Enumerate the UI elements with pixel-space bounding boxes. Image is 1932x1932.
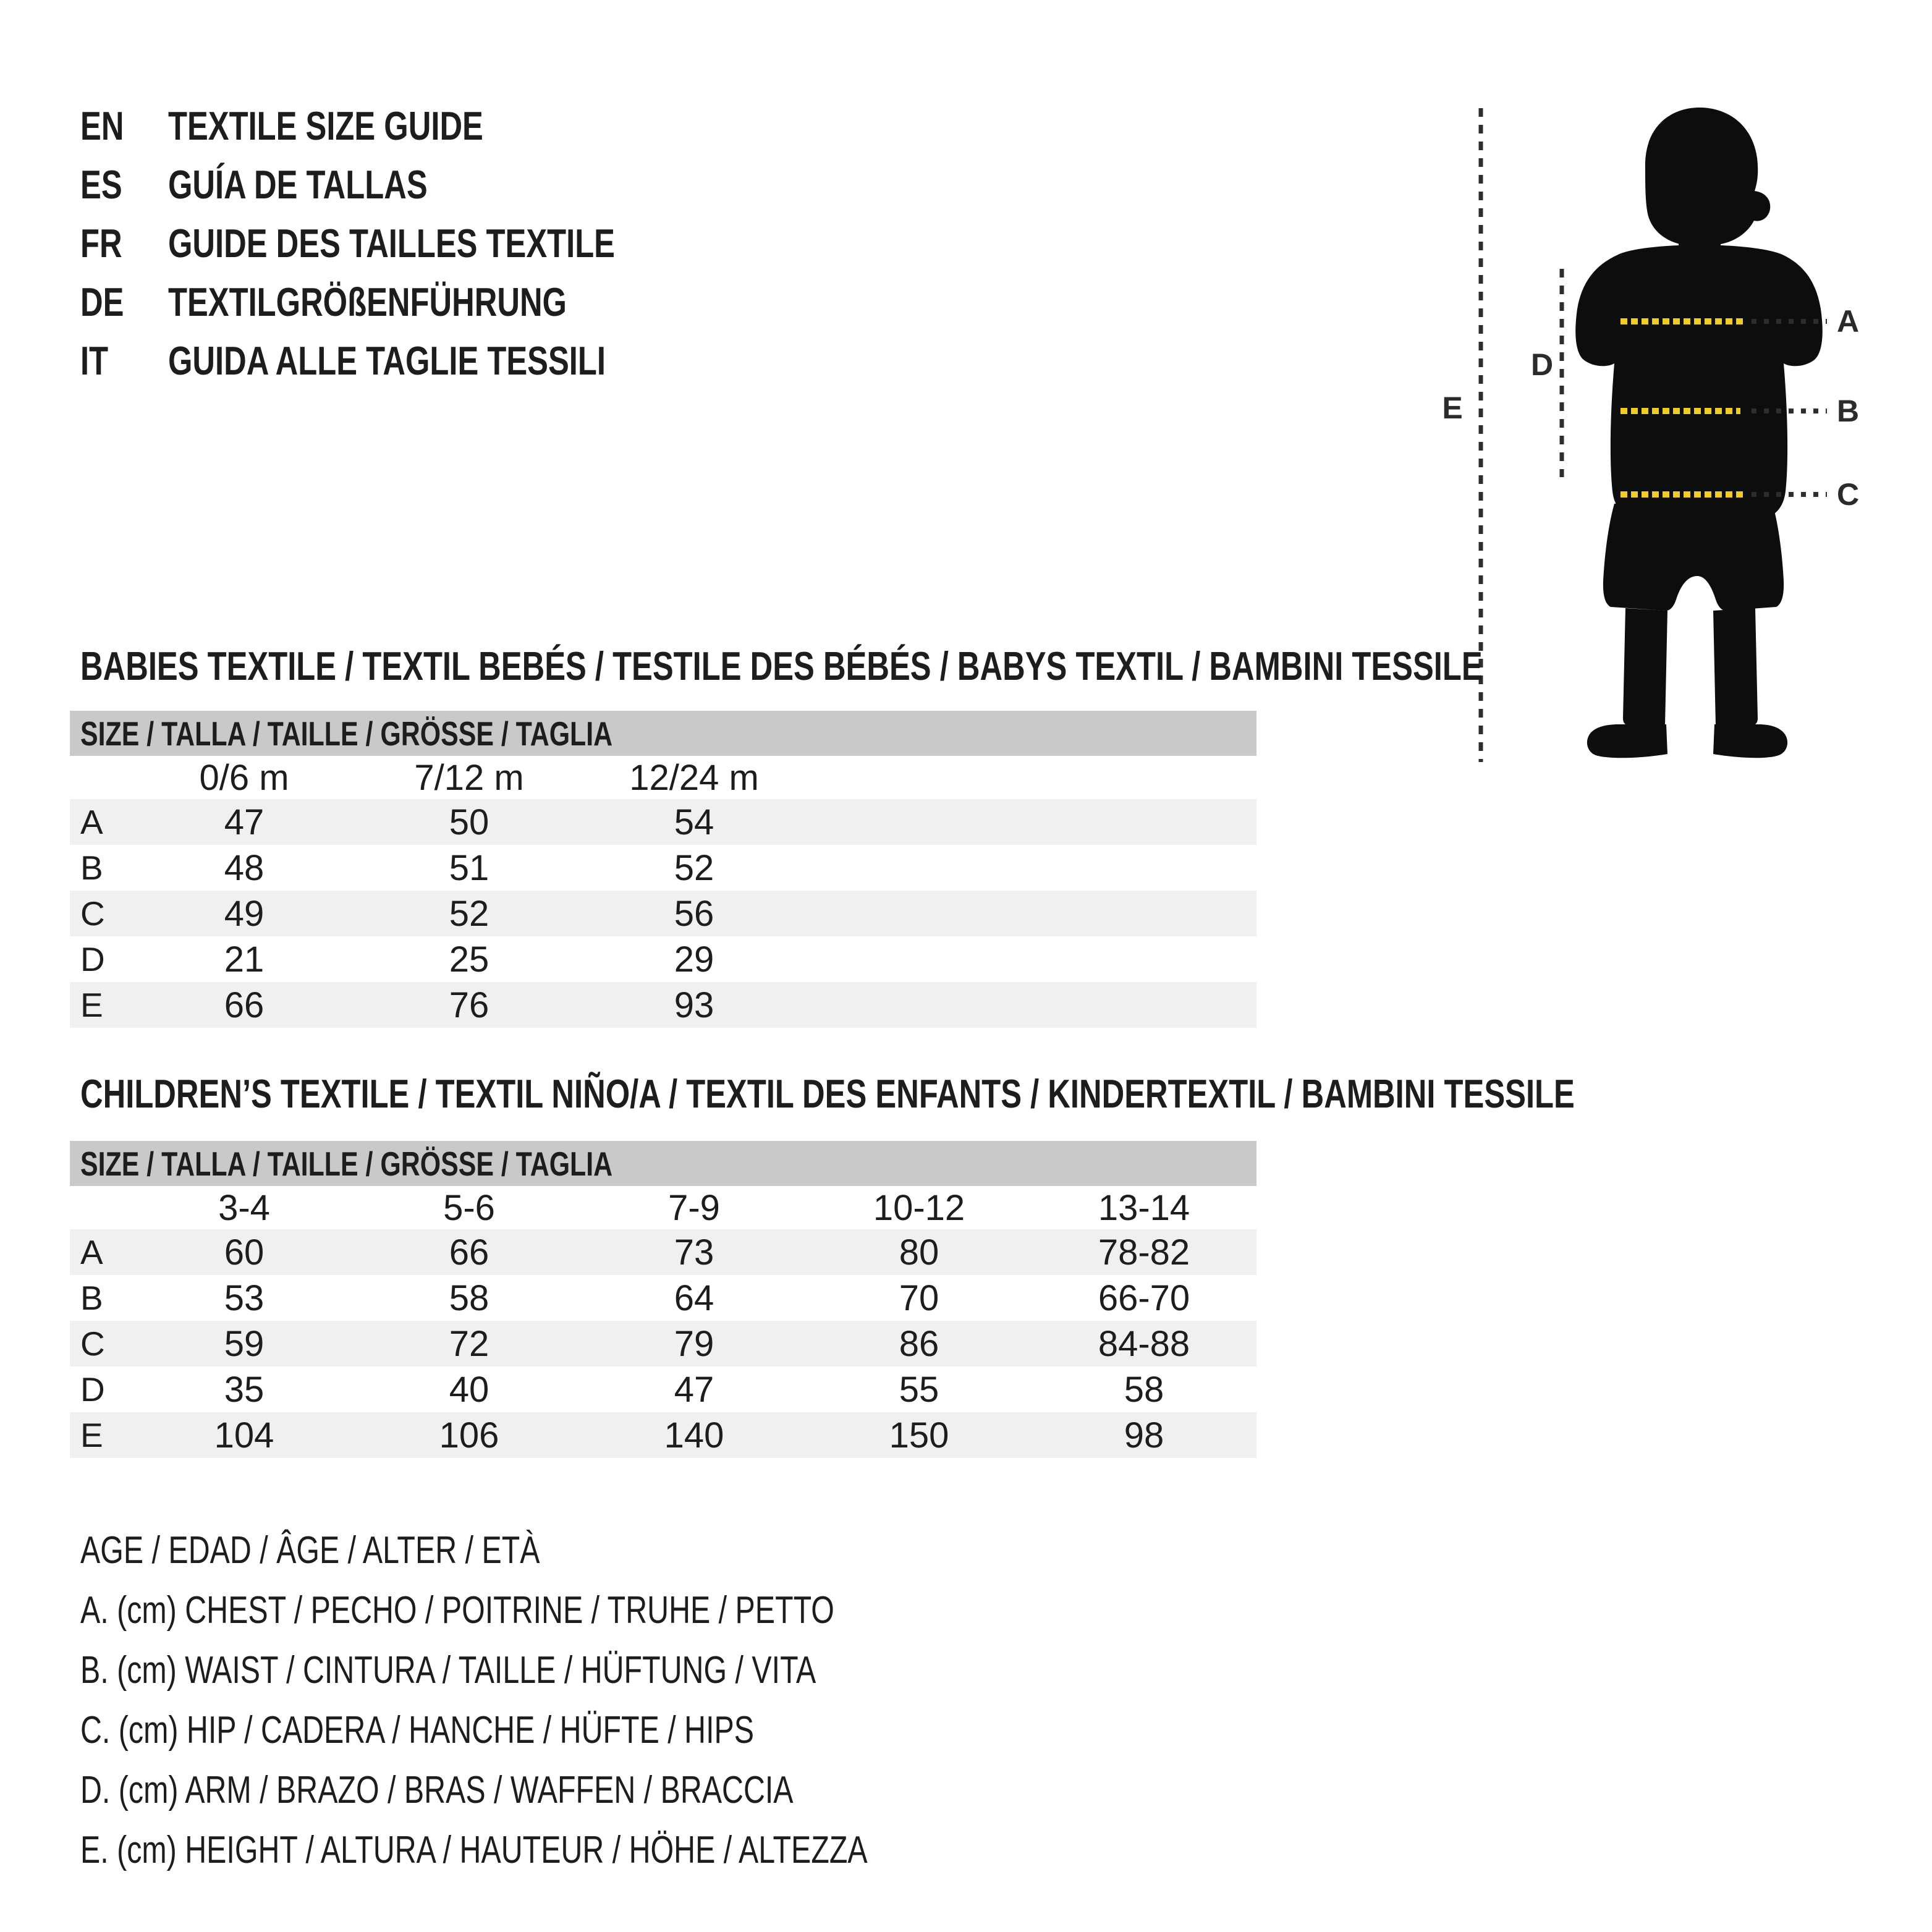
cell: 104 xyxy=(214,1415,274,1455)
cell: 56 xyxy=(674,893,714,934)
cell: 70 xyxy=(899,1277,939,1318)
column-header: 3-4 xyxy=(218,1187,270,1228)
child-silhouette-figure xyxy=(1421,93,1932,797)
table-row xyxy=(70,845,1256,891)
cell: 53 xyxy=(224,1277,265,1318)
cell: 80 xyxy=(899,1232,939,1273)
table-row xyxy=(70,982,1256,1028)
silhouette-shirt xyxy=(1575,245,1823,519)
legend-chest-line xyxy=(80,1580,1090,1640)
table-row xyxy=(70,1321,1256,1366)
column-header: 5-6 xyxy=(443,1187,495,1228)
column-header: 7-9 xyxy=(668,1187,720,1228)
cell: 47 xyxy=(674,1369,714,1410)
column-header: 13-14 xyxy=(1098,1187,1190,1228)
legend-text: E. (cm) HEIGHT / ALTURA / HAUTEUR / HÖHE / ALTEZZA xyxy=(80,1829,868,1871)
babies-size-table xyxy=(70,756,1256,1028)
children-size-header-text: SIZE / TALLA / TAILLE / GRÖSSE / TAGLIA xyxy=(80,1144,613,1183)
column-header: 12/24 m xyxy=(629,757,759,798)
cell: 66 xyxy=(224,985,265,1025)
lang-code: IT xyxy=(80,338,109,383)
cell-empty xyxy=(807,845,1032,891)
page-title: TEXTILE SIZE GUIDE xyxy=(168,103,483,148)
children-column-header-row xyxy=(70,1186,1256,1229)
cell: 55 xyxy=(899,1369,939,1410)
table-row xyxy=(70,1275,1256,1321)
column-header: 0/6 m xyxy=(199,757,289,798)
cell: 66-70 xyxy=(1098,1277,1190,1318)
legend-text: B. (cm) WAIST / CINTURA / TAILLE / HÜFTUNG / VITA xyxy=(80,1649,816,1692)
babies-heading-text: BABIES TEXTILE / TEXTIL BEBÉS / TESTILE DES BÉBÉS / BABYS TEXTIL / BAMBINI TESSILE xyxy=(80,643,1483,688)
row-label: A xyxy=(80,1233,103,1271)
legend-age-line xyxy=(80,1520,1090,1580)
row-label: D xyxy=(80,1370,105,1409)
legend-text: C. (cm) HIP / CADERA / HANCHE / HÜFTE / HIPS xyxy=(80,1709,755,1752)
cell: 73 xyxy=(674,1232,714,1273)
page-title-de: TEXTILGRÖßENFÜHRUNG xyxy=(168,279,567,324)
children-heading-text: CHILDREN’S TEXTILE / TEXTIL NIÑO/A / TEXTIL DES ENFANTS / KINDERTEXTIL / BAMBINI TESSILE xyxy=(80,1071,1575,1116)
legend-arm-line xyxy=(80,1760,1090,1820)
cell: 52 xyxy=(674,847,714,888)
row-label: C xyxy=(80,1324,105,1363)
legend-hip-line xyxy=(80,1700,1090,1760)
cell: 76 xyxy=(449,985,489,1025)
legend-text: D. (cm) ARM / BRAZO / BRAS / WAFFEN / BRACCIA xyxy=(80,1769,794,1811)
height-label: E xyxy=(1442,391,1463,425)
column-header: 10-12 xyxy=(873,1187,965,1228)
legend-text: AGE / EDAD / ÂGE / ALTER / ETÀ xyxy=(80,1529,540,1572)
cell-empty xyxy=(807,982,1032,1028)
column-header: 7/12 m xyxy=(414,757,524,798)
cell: 93 xyxy=(674,985,714,1025)
cell: 78-82 xyxy=(1098,1232,1190,1273)
babies-size-header-bar xyxy=(70,711,1256,756)
legend-waist-line xyxy=(80,1640,1090,1700)
cell: 64 xyxy=(674,1277,714,1318)
silhouette-head xyxy=(1645,108,1770,245)
cell: 150 xyxy=(889,1415,949,1455)
page-title-it: GUIDA ALLE TAGLIE TESSILI xyxy=(168,338,606,383)
cell: 51 xyxy=(449,847,489,888)
table-row xyxy=(70,799,1256,845)
babies-section-heading xyxy=(80,643,1878,690)
cell: 84-88 xyxy=(1098,1323,1190,1364)
lang-code: EN xyxy=(80,103,124,148)
cell: 21 xyxy=(224,939,265,980)
children-section-heading xyxy=(80,1070,1932,1117)
cell: 59 xyxy=(224,1323,265,1364)
page-title-fr: GUIDE DES TAILLES TEXTILE xyxy=(168,221,615,266)
row-label: A xyxy=(80,803,103,841)
cell: 50 xyxy=(449,802,489,842)
cell: 25 xyxy=(449,939,489,980)
babies-size-header-text: SIZE / TALLA / TAILLE / GRÖSSE / TAGLIA xyxy=(80,714,613,753)
cell: 35 xyxy=(224,1369,265,1410)
table-row xyxy=(70,936,1256,982)
legend-height-line xyxy=(80,1820,1090,1880)
table-row xyxy=(70,891,1256,936)
legend-text: A. (cm) CHEST / PECHO / POITRINE / TRUHE / PETTO xyxy=(80,1589,834,1632)
cell-empty xyxy=(1032,891,1256,936)
cell: 48 xyxy=(224,847,265,888)
page-title-es: GUÍA DE TALLAS xyxy=(168,162,428,207)
cell: 58 xyxy=(1124,1369,1164,1410)
cell: 60 xyxy=(224,1232,265,1273)
lang-code: ES xyxy=(80,162,122,207)
row-label: D xyxy=(80,940,105,978)
row-label: B xyxy=(80,1279,103,1317)
babies-column-header-row xyxy=(70,756,1256,799)
arm-label: D xyxy=(1530,347,1554,382)
silhouette-shorts xyxy=(1603,504,1784,611)
cell: 72 xyxy=(449,1323,489,1364)
row-label: E xyxy=(80,1416,103,1454)
corner-cell xyxy=(70,756,132,799)
measurement-legend xyxy=(80,1520,1090,1880)
lang-code: FR xyxy=(80,221,122,266)
hip-label: C xyxy=(1836,477,1860,512)
corner-cell xyxy=(70,1186,132,1229)
waist-label: B xyxy=(1836,394,1860,428)
children-size-header-bar xyxy=(70,1141,1256,1186)
cell: 106 xyxy=(439,1415,499,1455)
cell-empty xyxy=(1032,982,1256,1028)
cell-empty xyxy=(1032,936,1256,982)
cell: 58 xyxy=(449,1277,489,1318)
measurement-diagram xyxy=(1421,93,1932,797)
children-size-table xyxy=(70,1186,1256,1458)
chest-label: A xyxy=(1836,304,1860,339)
column-header-empty xyxy=(807,756,1032,799)
column-header-empty xyxy=(1032,756,1256,799)
table-row xyxy=(70,1366,1256,1412)
row-label: E xyxy=(80,986,103,1024)
cell: 52 xyxy=(449,893,489,934)
cell-empty xyxy=(1032,799,1256,845)
cell-empty xyxy=(807,936,1032,982)
cell: 86 xyxy=(899,1323,939,1364)
cell-empty xyxy=(1032,845,1256,891)
cell: 47 xyxy=(224,802,265,842)
cell: 66 xyxy=(449,1232,489,1273)
table-row xyxy=(70,1412,1256,1458)
cell: 49 xyxy=(224,893,265,934)
cell: 79 xyxy=(674,1323,714,1364)
table-row xyxy=(70,1229,1256,1275)
silhouette-right-shoe xyxy=(1713,724,1787,758)
cell: 40 xyxy=(449,1369,489,1410)
cell-empty xyxy=(807,799,1032,845)
cell: 54 xyxy=(674,802,714,842)
silhouette-left-shoe xyxy=(1587,724,1667,758)
lang-code: DE xyxy=(80,279,124,324)
row-label: C xyxy=(80,894,105,933)
cell: 29 xyxy=(674,939,714,980)
cell: 98 xyxy=(1124,1415,1164,1455)
cell-empty xyxy=(807,891,1032,936)
row-label: B xyxy=(80,849,103,887)
cell: 140 xyxy=(664,1415,724,1455)
